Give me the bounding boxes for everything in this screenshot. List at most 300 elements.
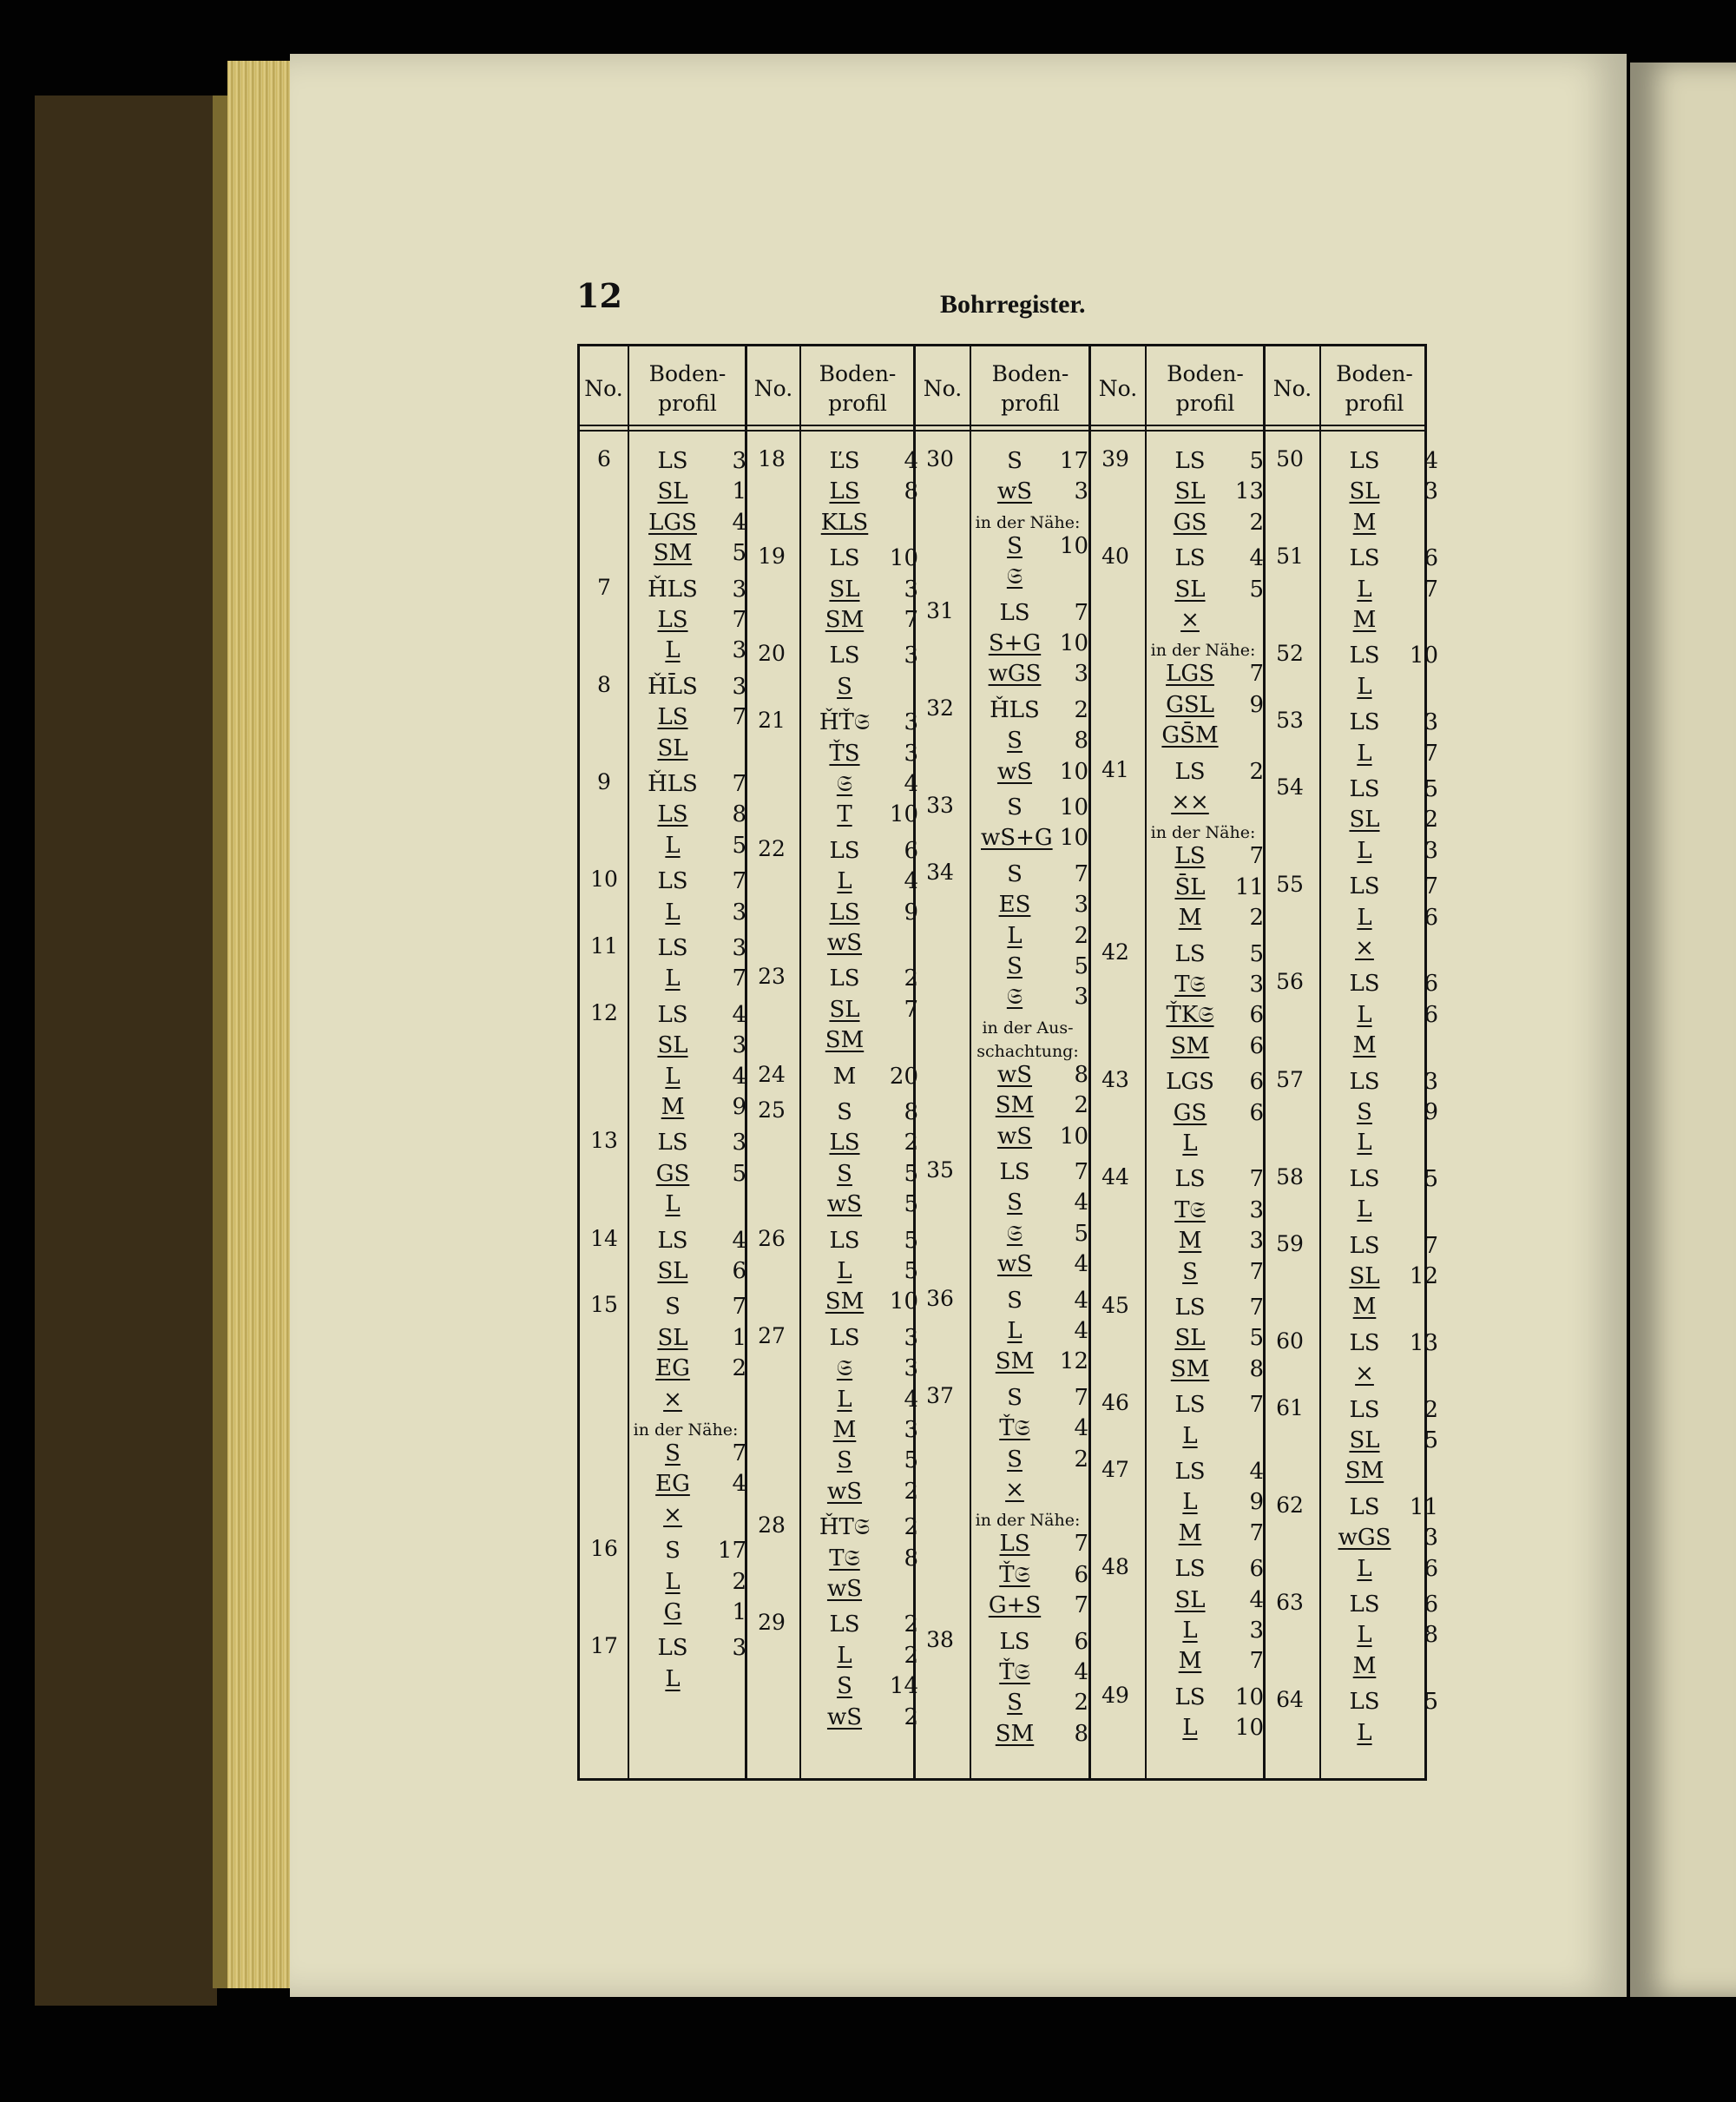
layer-thickness: 10 xyxy=(1059,758,1088,785)
header-label-line2: profil xyxy=(828,391,887,416)
boring-number: 13 xyxy=(590,1128,618,1154)
soil-code: SL xyxy=(657,478,688,505)
soil-code: LS xyxy=(1174,843,1206,870)
layer-thickness: 7 xyxy=(732,1294,746,1321)
soil-layer xyxy=(981,952,1088,981)
soil-code: wGS xyxy=(1338,1525,1391,1552)
soil-code: L xyxy=(665,637,681,664)
soil-layer xyxy=(1156,1646,1264,1676)
soil-code: SL xyxy=(657,735,688,761)
soil-code: SM xyxy=(653,540,693,567)
layer-thickness: 4 xyxy=(732,1001,746,1028)
boring-number: 60 xyxy=(1276,1328,1304,1354)
soil-code: S+G xyxy=(988,630,1042,656)
soil-layer xyxy=(811,1641,918,1670)
soil-code: M xyxy=(1352,1652,1377,1679)
boring-number: 40 xyxy=(1101,544,1129,570)
layer-thickness: 2 xyxy=(904,1642,918,1669)
layer-thickness: 2 xyxy=(1074,1446,1088,1473)
layer-thickness: 4 xyxy=(1074,1189,1088,1216)
layer-thickness: 6 xyxy=(1249,1556,1264,1583)
soil-code: LS xyxy=(657,1001,688,1028)
soil-layer xyxy=(639,1256,746,1286)
soil-code: GSL xyxy=(1166,691,1214,718)
soil-layer xyxy=(981,1591,1088,1620)
soil-code: S xyxy=(1007,728,1023,754)
soil-layer xyxy=(639,1500,746,1530)
soil-layer xyxy=(1331,1292,1438,1321)
header-label-line1: Boden- xyxy=(819,361,897,386)
boring-number: 23 xyxy=(758,964,786,990)
layer-thickness: 10 xyxy=(1059,1123,1088,1150)
soil-layer xyxy=(639,1000,746,1030)
header-label-line1: Boden- xyxy=(1167,361,1244,386)
soil-code: L xyxy=(1357,904,1372,931)
note-text: in der Nähe: xyxy=(1150,641,1256,661)
soil-code: LS xyxy=(657,1130,688,1156)
soil-layer xyxy=(811,1703,918,1732)
soil-code: wS xyxy=(996,478,1033,505)
soil-layer xyxy=(981,1529,1088,1558)
soil-layer xyxy=(639,734,746,763)
layer-thickness: 2 xyxy=(904,1703,918,1730)
soil-layer xyxy=(639,800,746,829)
layer-thickness: 14 xyxy=(889,1673,918,1700)
boring-number: 37 xyxy=(926,1382,954,1408)
soil-code: LS xyxy=(1174,448,1206,474)
layer-thickness: 5 xyxy=(1249,940,1264,967)
soil-code: LS xyxy=(829,642,860,669)
soil-code: LS xyxy=(1174,1459,1206,1485)
layer-thickness: 8 xyxy=(1249,1355,1264,1382)
note-text: schachtung: xyxy=(976,1041,1079,1061)
soil-code: SM xyxy=(825,607,865,633)
soil-layer xyxy=(1156,1421,1264,1451)
boring-number: 41 xyxy=(1101,756,1129,782)
soil-code: SM xyxy=(995,1348,1035,1375)
soil-code: L xyxy=(665,965,681,992)
soil-layer xyxy=(639,508,746,537)
soil-layer xyxy=(639,1226,746,1255)
soil-code: T xyxy=(837,801,852,828)
soil-layer xyxy=(639,702,746,732)
soil-code: 𝔖 xyxy=(836,1355,853,1382)
soil-code: SM xyxy=(995,1720,1035,1747)
soil-layer xyxy=(1156,1683,1264,1712)
layer-thickness: 2 xyxy=(1249,509,1264,536)
soil-layer xyxy=(811,866,918,896)
layer-thickness: 6 xyxy=(1074,1561,1088,1588)
soil-layer xyxy=(981,1060,1088,1090)
soil-code: LS xyxy=(1349,1165,1380,1192)
soil-code: ȞLS xyxy=(648,771,698,797)
soil-layer xyxy=(1331,1620,1438,1650)
soil-layer xyxy=(1331,1031,1438,1060)
layer-thickness: 7 xyxy=(1424,576,1438,603)
soil-layer xyxy=(1331,672,1438,702)
soil-layer xyxy=(1156,659,1264,689)
page-number: 12 xyxy=(576,276,622,315)
soil-code: LS xyxy=(1349,776,1380,802)
boring-number: 50 xyxy=(1276,446,1304,471)
soil-layer xyxy=(1331,1097,1438,1127)
layer-thickness: 4 xyxy=(904,771,918,797)
soil-code: GS xyxy=(655,1160,690,1187)
soil-code: LS xyxy=(1349,545,1380,572)
soil-layer xyxy=(811,1025,918,1055)
soil-layer xyxy=(1331,1651,1438,1681)
soil-layer xyxy=(981,921,1088,951)
boring-number: 14 xyxy=(590,1225,618,1251)
soil-layer xyxy=(981,562,1088,591)
soil-layer xyxy=(1156,1098,1264,1128)
soil-layer xyxy=(1331,544,1438,573)
soil-code: 𝔖 xyxy=(1006,563,1023,590)
soil-layer xyxy=(981,598,1088,628)
soil-code: LS xyxy=(829,1324,860,1351)
layer-thickness: 5 xyxy=(1074,953,1088,979)
boring-number: 16 xyxy=(590,1536,618,1562)
layer-thickness: 2 xyxy=(904,1478,918,1505)
soil-layer xyxy=(1156,1713,1264,1743)
soil-layer xyxy=(1331,708,1438,737)
soil-code: LS xyxy=(1174,1166,1206,1193)
soil-layer xyxy=(981,1413,1088,1443)
soil-code: L xyxy=(1182,1618,1198,1644)
column-rule xyxy=(970,346,971,1778)
soil-layer xyxy=(639,477,746,506)
soil-layer xyxy=(981,477,1088,506)
boring-number: 15 xyxy=(590,1292,618,1318)
boring-number: 51 xyxy=(1276,544,1304,570)
soil-layer xyxy=(811,964,918,993)
boring-number: 34 xyxy=(926,859,954,885)
soil-code: M xyxy=(1178,1648,1202,1675)
soil-code: M xyxy=(1352,509,1377,536)
soil-code: T𝔖 xyxy=(829,1545,860,1572)
soil-layer xyxy=(1156,1164,1264,1194)
layer-thickness: 10 xyxy=(1059,825,1088,852)
boring-number: 11 xyxy=(590,933,618,959)
soil-layer xyxy=(1156,1323,1264,1353)
layer-thickness: 3 xyxy=(904,740,918,767)
soil-code: L xyxy=(665,1665,681,1692)
soil-layer xyxy=(1156,1257,1264,1287)
soil-code: L xyxy=(1182,1422,1198,1449)
soil-layer xyxy=(1156,787,1264,817)
boring-number: 63 xyxy=(1276,1590,1304,1615)
soil-code: L xyxy=(1357,576,1372,603)
soil-layer xyxy=(1156,690,1264,720)
soil-layer xyxy=(811,1671,918,1701)
soil-layer xyxy=(1156,1067,1264,1097)
boring-number: 29 xyxy=(758,1610,786,1636)
soil-code: LS xyxy=(657,1635,688,1662)
layer-thickness: 5 xyxy=(1249,576,1264,603)
note-text: in der Nähe: xyxy=(975,512,1081,532)
layer-thickness: 3 xyxy=(1424,709,1438,736)
layer-thickness: 3 xyxy=(1424,1525,1438,1552)
soil-code: L xyxy=(1007,1318,1023,1344)
soil-layer xyxy=(811,995,918,1025)
soil-code: SL xyxy=(1174,576,1206,603)
soil-layer xyxy=(1156,903,1264,932)
soil-layer xyxy=(811,508,918,537)
soil-layer xyxy=(1331,1523,1438,1552)
soil-layer xyxy=(639,1354,746,1383)
layer-thickness: 7 xyxy=(1424,1232,1438,1259)
soil-code: LS xyxy=(1349,1232,1380,1259)
soil-code: GS̄M xyxy=(1161,722,1219,749)
soil-layer xyxy=(811,1128,918,1157)
header-no: No. xyxy=(1272,376,1312,401)
soil-layer xyxy=(1331,1000,1438,1030)
layer-thickness: 3 xyxy=(732,1635,746,1662)
soil-code: LS xyxy=(1349,1396,1380,1423)
soil-layer xyxy=(811,800,918,829)
soil-layer xyxy=(981,1286,1088,1315)
soil-layer xyxy=(811,1477,918,1506)
soil-layer xyxy=(981,1560,1088,1590)
boring-number: 6 xyxy=(597,446,611,471)
soil-code: LS xyxy=(1349,1493,1380,1520)
soil-layer xyxy=(1156,939,1264,969)
layer-thickness: 9 xyxy=(1249,1489,1264,1516)
soil-layer xyxy=(811,477,918,506)
soil-layer xyxy=(981,446,1088,476)
layer-thickness: 5 xyxy=(904,1227,918,1254)
soil-code: L xyxy=(665,1568,681,1595)
layer-thickness: 3 xyxy=(1249,1228,1264,1255)
soil-layer xyxy=(1156,1129,1264,1158)
boring-number: 24 xyxy=(758,1061,786,1087)
layer-thickness: 6 xyxy=(1249,1032,1264,1059)
layer-thickness: 5 xyxy=(732,832,746,859)
soil-code: SL xyxy=(1174,478,1206,505)
layer-thickness: 9 xyxy=(904,899,918,926)
layer-thickness: 10 xyxy=(1409,642,1438,669)
soil-layer xyxy=(811,1159,918,1189)
header-no: No. xyxy=(753,376,793,401)
running-head: Bohrregister. xyxy=(940,290,1086,319)
soil-code: M xyxy=(1178,1519,1202,1546)
layer-thickness: 10 xyxy=(889,1288,918,1315)
boring-number: 10 xyxy=(590,866,618,893)
soil-code: LS xyxy=(999,1159,1030,1185)
boring-number: 8 xyxy=(597,671,611,697)
layer-thickness: 10 xyxy=(889,801,918,828)
layer-thickness: 6 xyxy=(1424,545,1438,572)
soil-code: LS xyxy=(1349,1329,1380,1356)
soil-layer xyxy=(1156,446,1264,476)
soil-layer xyxy=(1331,1128,1438,1157)
boring-number: 57 xyxy=(1276,1066,1304,1092)
layer-thickness: 2 xyxy=(1074,696,1088,723)
boring-number: 46 xyxy=(1101,1390,1129,1416)
layer-thickness: 1 xyxy=(732,1599,746,1625)
header-bodenprofil xyxy=(802,355,913,423)
soil-code: EG xyxy=(655,1471,690,1498)
boring-number: 38 xyxy=(926,1626,954,1652)
soil-layer xyxy=(1156,1196,1264,1225)
soil-code: LS xyxy=(657,704,688,731)
soil-code: LS xyxy=(1349,448,1380,474)
soil-code: LS xyxy=(1174,1684,1206,1710)
layer-thickness: 3 xyxy=(904,576,918,603)
layer-thickness: 5 xyxy=(1424,1427,1438,1453)
soil-code: SL xyxy=(657,1258,688,1284)
soil-layer xyxy=(1331,836,1438,866)
layer-thickness: 2 xyxy=(1074,1690,1088,1717)
soil-layer xyxy=(1156,1031,1264,1061)
layer-thickness: 7 xyxy=(1074,860,1088,887)
layer-thickness: 7 xyxy=(732,868,746,895)
soil-layer xyxy=(811,1415,918,1445)
soil-layer xyxy=(981,629,1088,658)
soil-code: S xyxy=(665,1294,681,1321)
soil-layer xyxy=(811,928,918,958)
layer-thickness: 8 xyxy=(904,478,918,505)
boring-number: 43 xyxy=(1101,1067,1129,1093)
layer-thickness: 5 xyxy=(1424,1689,1438,1716)
layer-thickness: 7 xyxy=(732,704,746,731)
soil-code: LS xyxy=(1174,758,1206,785)
soil-layer xyxy=(981,793,1088,822)
layer-thickness: 5 xyxy=(1249,1325,1264,1352)
soil-code: × xyxy=(1005,1477,1024,1503)
boring-number: 48 xyxy=(1101,1554,1129,1580)
soil-code: L xyxy=(665,1063,681,1090)
layer-thickness: 1 xyxy=(732,1324,746,1351)
boring-number: 22 xyxy=(758,835,786,861)
layer-thickness: 2 xyxy=(904,1611,918,1638)
soil-layer xyxy=(981,1249,1088,1279)
soil-layer xyxy=(811,1544,918,1573)
soil-code: M xyxy=(1178,905,1202,932)
soil-layer xyxy=(811,1610,918,1639)
soil-layer xyxy=(1331,739,1438,768)
layer-thickness: 4 xyxy=(1074,1287,1088,1314)
layer-thickness: 7 xyxy=(1249,1258,1264,1285)
soil-layer xyxy=(811,1323,918,1353)
soil-code: S xyxy=(1007,532,1023,559)
layer-thickness: 20 xyxy=(889,1063,918,1090)
soil-code: L xyxy=(1357,740,1372,767)
soil-code: ȞLS xyxy=(990,696,1040,723)
soil-code: SL xyxy=(1174,1586,1206,1613)
soil-layer xyxy=(811,446,918,476)
layer-thickness: 12 xyxy=(1409,1263,1438,1289)
soil-layer xyxy=(981,1688,1088,1717)
soil-code: LS xyxy=(657,1227,688,1254)
soil-layer xyxy=(1331,1395,1438,1425)
layer-thickness: 4 xyxy=(1074,1318,1088,1344)
boring-number: 21 xyxy=(758,708,786,734)
soil-layer xyxy=(811,1385,918,1414)
boring-number: 32 xyxy=(926,695,954,721)
soil-code: SM xyxy=(1170,1355,1210,1382)
layer-thickness: 3 xyxy=(904,1417,918,1443)
soil-code: LS xyxy=(1349,873,1380,900)
soil-code: SL xyxy=(1349,807,1380,834)
soil-code: SM xyxy=(995,1092,1035,1119)
soil-layer xyxy=(1331,1231,1438,1261)
soil-layer xyxy=(1331,641,1438,670)
layer-thickness: 3 xyxy=(904,1324,918,1351)
boring-number: 20 xyxy=(758,641,786,667)
soil-layer xyxy=(981,890,1088,919)
soil-code: LS xyxy=(829,545,860,572)
boring-number: 55 xyxy=(1276,872,1304,898)
soil-layer xyxy=(639,1092,746,1122)
boring-number: 36 xyxy=(926,1285,954,1311)
soil-code: wS xyxy=(826,1703,863,1730)
soil-layer xyxy=(981,1475,1088,1505)
soil-layer xyxy=(811,1354,918,1383)
soil-code: S xyxy=(1007,1189,1023,1216)
soil-code: LS xyxy=(829,478,860,505)
soil-code: LS xyxy=(1349,709,1380,736)
column-rule xyxy=(628,346,629,1778)
soil-code: ŤK𝔖 xyxy=(1166,1002,1214,1029)
boring-number: 12 xyxy=(590,999,618,1025)
soil-code: SL xyxy=(1349,1427,1380,1453)
layer-thickness: 9 xyxy=(732,1094,746,1120)
soil-code: S xyxy=(665,1440,681,1466)
book-spine-left xyxy=(35,96,217,2006)
layer-thickness: 10 xyxy=(1234,1684,1264,1710)
soil-layer xyxy=(981,823,1088,853)
soil-code: Ť𝔖 xyxy=(999,1659,1030,1685)
layer-thickness: 3 xyxy=(732,576,746,603)
soil-code: SL xyxy=(1349,478,1380,505)
soil-layer xyxy=(1331,1456,1438,1486)
soil-code: M xyxy=(1178,1228,1202,1255)
soil-code: ŤS xyxy=(829,740,860,767)
layer-thickness: 2 xyxy=(904,1514,918,1541)
layer-thickness: 7 xyxy=(1074,1384,1088,1411)
soil-code: wS xyxy=(826,930,863,956)
soil-layer xyxy=(639,1323,746,1353)
layer-thickness: 8 xyxy=(904,1545,918,1572)
layer-thickness: 8 xyxy=(732,801,746,828)
facing-page-edge xyxy=(1630,63,1736,1997)
soil-layer xyxy=(981,1091,1088,1120)
soil-code: GS xyxy=(1173,1099,1207,1126)
layer-thickness: 13 xyxy=(1409,1329,1438,1356)
layer-thickness: 7 xyxy=(1424,740,1438,767)
layer-thickness: 10 xyxy=(1059,630,1088,656)
soil-code: SM xyxy=(1345,1458,1384,1485)
soil-layer xyxy=(1156,1390,1264,1420)
boring-number: 61 xyxy=(1276,1394,1304,1420)
soil-code: L xyxy=(837,1258,852,1284)
column-rule xyxy=(799,346,801,1778)
layer-thickness: 3 xyxy=(732,899,746,926)
soil-code: ȞL̄S xyxy=(648,673,698,700)
layer-thickness: 10 xyxy=(1059,794,1088,820)
soil-code: M xyxy=(1352,1294,1377,1321)
header-label-line2: profil xyxy=(1345,391,1404,416)
soil-code: T𝔖 xyxy=(1174,972,1206,998)
layer-thickness: 6 xyxy=(1424,1555,1438,1582)
header-no: No. xyxy=(923,376,963,401)
layer-thickness: 6 xyxy=(732,1258,746,1284)
layer-thickness: 5 xyxy=(904,1191,918,1218)
soil-layer xyxy=(1331,1195,1438,1224)
layer-thickness: 5 xyxy=(904,1447,918,1474)
layer-thickness: 2 xyxy=(732,1355,746,1382)
